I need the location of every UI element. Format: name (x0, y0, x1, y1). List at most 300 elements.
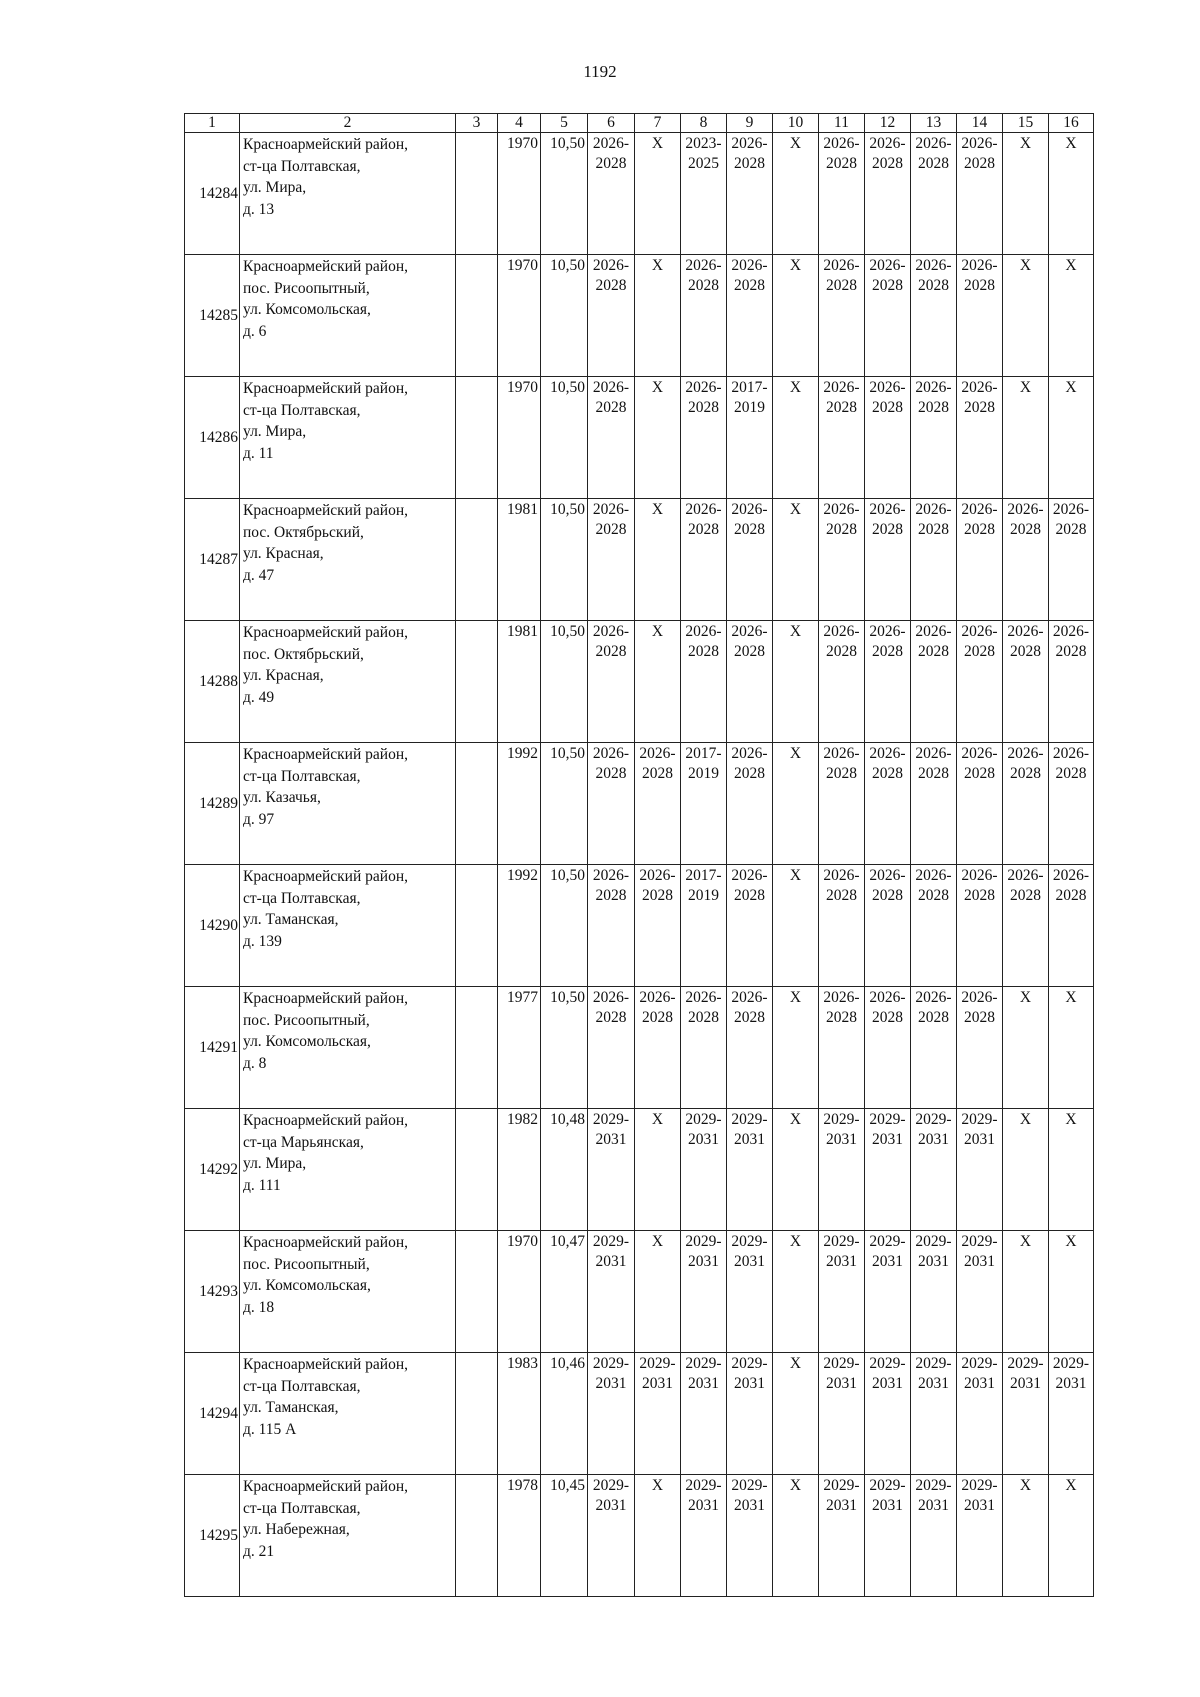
period-cell (911, 255, 957, 377)
period-line: 2029- (685, 1477, 722, 1494)
period-cell (865, 621, 911, 743)
address-line: пос. Октябрьский, (243, 645, 364, 663)
period-line: 2026- (823, 379, 860, 396)
year-cell: 1981 (498, 621, 541, 743)
address-cell (240, 743, 456, 865)
period-line: 2028 (826, 765, 857, 782)
address-line: ст-ца Полтавская, (243, 1499, 361, 1517)
period-line: 2026- (915, 379, 952, 396)
period-line: 2028 (1010, 765, 1041, 782)
table-row (185, 1231, 1094, 1353)
period-line: 2025 (688, 155, 719, 172)
period-line: Х (651, 1233, 664, 1250)
not-applicable-cell (1049, 377, 1094, 499)
period-line: 2026- (961, 623, 998, 640)
table-row (185, 743, 1094, 865)
period-line: 2026- (869, 867, 906, 884)
period-line: 2031 (688, 1375, 719, 1392)
address-line: д. 97 (243, 810, 275, 828)
record-number-cell: 14285 (185, 255, 240, 377)
column-3-cell (456, 377, 498, 499)
period-line: 2029- (685, 1111, 722, 1128)
address-line: ст-ца Полтавская, (243, 157, 361, 175)
address-line: ул. Набережная, (243, 1521, 350, 1538)
period-line: Х (1019, 989, 1032, 1006)
period-line: 2029- (915, 1477, 952, 1494)
period-line: 2028 (918, 521, 949, 538)
period-line: 2028 (734, 887, 765, 904)
table-row (185, 377, 1094, 499)
period-line: Х (789, 745, 802, 762)
table-row (185, 987, 1094, 1109)
address-cell (240, 1353, 456, 1475)
period-cell (819, 1475, 865, 1597)
period-line: 2028 (872, 277, 903, 294)
address-line: ул. Таманская, (243, 1399, 339, 1416)
record-number-cell: 14288 (185, 621, 240, 743)
period-line: 2028 (595, 643, 627, 660)
not-applicable-cell (773, 1475, 819, 1597)
period-line: 2028 (918, 643, 949, 660)
value-cell: 10,47 (541, 1231, 588, 1353)
address-line: д. 13 (243, 200, 275, 218)
period-cell (727, 621, 773, 743)
period-line: 2029- (823, 1355, 860, 1372)
period-line: 2028 (688, 1009, 719, 1026)
period-line: 2026- (1007, 501, 1044, 518)
period-cell (588, 499, 635, 621)
period-line: 2031 (964, 1131, 995, 1148)
period-line: 2026- (731, 135, 768, 152)
period-line: 2031 (595, 1253, 627, 1270)
period-line: 2031 (688, 1131, 719, 1148)
column-number-cell: 12 (865, 114, 911, 133)
period-cell (681, 1109, 727, 1231)
year-cell: 1970 (498, 255, 541, 377)
period-cell (588, 1109, 635, 1231)
period-line: 2031 (734, 1375, 765, 1392)
period-line: 2026- (639, 745, 676, 762)
period-cell (727, 255, 773, 377)
address-line: пос. Рисоопытный, (243, 279, 370, 297)
period-cell (819, 987, 865, 1109)
period-line: 2031 (872, 1253, 903, 1270)
year-cell: 1992 (498, 865, 541, 987)
value-cell: 10,50 (541, 133, 588, 255)
period-cell (865, 987, 911, 1109)
address-line: ул. Таманская, (243, 911, 339, 928)
period-line: Х (789, 989, 802, 1006)
period-cell (635, 987, 681, 1109)
period-line: 2031 (595, 1375, 627, 1392)
period-line: 2028 (826, 399, 857, 416)
period-cell (957, 377, 1003, 499)
address-line: ул. Мира, (243, 1155, 307, 1172)
address-line: д. 11 (243, 444, 274, 462)
period-line: Х (789, 1233, 802, 1250)
address-line: пос. Рисоопытный, (243, 1011, 370, 1029)
period-line: 2026- (961, 867, 998, 884)
period-line: 2029- (731, 1477, 768, 1494)
period-cell (1003, 743, 1049, 865)
period-line: 2029- (869, 1477, 906, 1494)
address-line: пос. Рисоопытный, (243, 1255, 370, 1273)
period-line: 2017- (731, 379, 768, 396)
period-cell (911, 377, 957, 499)
address-line: ст-ца Полтавская, (243, 889, 361, 907)
not-applicable-cell (773, 1231, 819, 1353)
column-number-cell: 4 (498, 114, 541, 133)
year-cell: 1981 (498, 499, 541, 621)
period-cell (1003, 499, 1049, 621)
record-number-cell: 14286 (185, 377, 240, 499)
period-line: 2028 (964, 643, 995, 660)
table-row (185, 255, 1094, 377)
period-line: Х (1065, 379, 1077, 396)
not-applicable-cell (1049, 1475, 1094, 1597)
period-line: 2026- (823, 135, 860, 152)
period-line: 2026- (731, 257, 768, 274)
period-line: 2028 (826, 521, 857, 538)
year-cell: 1983 (498, 1353, 541, 1475)
period-line: 2028 (688, 643, 719, 660)
not-applicable-cell (773, 743, 819, 865)
record-number-cell: 14291 (185, 987, 240, 1109)
period-line: Х (651, 623, 664, 640)
period-line: 2023- (685, 135, 722, 152)
period-line: 2028 (642, 887, 673, 904)
period-line: 2029- (731, 1233, 768, 1250)
period-line: Х (1019, 1477, 1032, 1494)
period-line: 2029- (592, 1477, 630, 1494)
period-line: 2026- (731, 501, 768, 518)
period-line: 2026- (592, 623, 630, 640)
period-cell (681, 987, 727, 1109)
period-line: Х (651, 135, 664, 152)
period-line: 2028 (1055, 887, 1087, 904)
period-line: Х (789, 135, 802, 152)
not-applicable-cell (1003, 133, 1049, 255)
period-line: 2026- (869, 501, 906, 518)
period-line: 2031 (595, 1131, 627, 1148)
address-cell (240, 621, 456, 743)
address-line: Красноармейский район, (243, 746, 408, 763)
address-line: Красноармейский район, (243, 1234, 408, 1251)
table-row (185, 621, 1094, 743)
housing-repair-schedule-table (184, 113, 1094, 1597)
period-line: 2028 (872, 521, 903, 538)
address-line: Красноармейский район, (243, 258, 408, 275)
period-line: 2028 (734, 277, 765, 294)
column-number-cell: 11 (819, 114, 865, 133)
not-applicable-cell (773, 1353, 819, 1475)
address-line: Красноармейский район, (243, 624, 408, 641)
record-number-cell: 14287 (185, 499, 240, 621)
period-line: 2029- (961, 1111, 998, 1128)
period-line: 2026- (915, 623, 952, 640)
period-line: 2026- (915, 989, 952, 1006)
period-line: 2029- (592, 1233, 630, 1250)
address-line: пос. Октябрьский, (243, 523, 364, 541)
period-line: Х (651, 1111, 664, 1128)
period-line: 2029- (731, 1355, 768, 1372)
not-applicable-cell (1049, 1231, 1094, 1353)
period-line: 2017- (685, 745, 722, 762)
column-number-cell: 9 (727, 114, 773, 133)
period-cell (727, 377, 773, 499)
period-cell (865, 377, 911, 499)
period-line: 2026- (915, 745, 952, 762)
period-line: Х (1019, 135, 1032, 152)
address-line: д. 47 (243, 566, 275, 584)
period-cell (1003, 1353, 1049, 1475)
address-cell (240, 499, 456, 621)
value-cell: 10,50 (541, 499, 588, 621)
column-3-cell (456, 865, 498, 987)
period-line: 2029- (823, 1111, 860, 1128)
address-cell (240, 987, 456, 1109)
period-line: 2026- (685, 257, 722, 274)
column-3-cell (456, 743, 498, 865)
address-line: Красноармейский район, (243, 502, 408, 519)
value-cell: 10,50 (541, 743, 588, 865)
period-cell (819, 1353, 865, 1475)
period-line: 2028 (918, 277, 949, 294)
period-line: 2026- (823, 989, 860, 1006)
period-line: 2028 (826, 887, 857, 904)
address-line: Красноармейский район, (243, 380, 408, 397)
period-line: 2028 (734, 765, 765, 782)
period-cell (865, 133, 911, 255)
period-cell (957, 1231, 1003, 1353)
period-cell (1049, 743, 1094, 865)
period-line: 2026- (823, 257, 860, 274)
period-line: 2029- (869, 1111, 906, 1128)
period-line: 2029- (915, 1111, 952, 1128)
period-cell (957, 865, 1003, 987)
address-cell (240, 1231, 456, 1353)
period-cell (865, 865, 911, 987)
address-line: д. 115 А (243, 1420, 297, 1438)
address-line: Красноармейский район, (243, 990, 408, 1007)
period-cell (1049, 1353, 1094, 1475)
period-line: 2031 (826, 1375, 857, 1392)
period-line: 2031 (918, 1253, 949, 1270)
period-line: 2026- (592, 135, 630, 152)
address-line: ст-ца Марьянская, (243, 1133, 364, 1151)
period-line: 2026- (915, 135, 952, 152)
not-applicable-cell (773, 377, 819, 499)
period-line: 2031 (964, 1375, 995, 1392)
period-line: Х (1065, 989, 1077, 1006)
address-line: ул. Комсомольская, (243, 301, 371, 318)
period-cell (681, 1475, 727, 1597)
period-line: 2019 (688, 765, 719, 782)
period-cell (681, 1231, 727, 1353)
address-line: д. 21 (243, 1542, 275, 1560)
period-cell (911, 987, 957, 1109)
period-line: 2028 (918, 1009, 949, 1026)
period-cell (819, 1109, 865, 1231)
period-cell (819, 865, 865, 987)
period-line: 2026- (823, 623, 860, 640)
record-number-cell: 14293 (185, 1231, 240, 1353)
period-line: 2028 (918, 155, 949, 172)
period-line: 2026- (961, 989, 998, 1006)
period-cell (957, 133, 1003, 255)
period-line: Х (1019, 1111, 1032, 1128)
address-line: д. 6 (243, 322, 267, 340)
period-line: 2028 (826, 1009, 857, 1026)
period-line: 2028 (688, 277, 719, 294)
year-cell: 1970 (498, 377, 541, 499)
not-applicable-cell (1003, 377, 1049, 499)
period-line: 2028 (595, 1009, 627, 1026)
period-line: 2029- (592, 1355, 630, 1372)
column-number-row (185, 114, 1094, 133)
value-cell: 10,50 (541, 865, 588, 987)
period-line: 2026- (731, 745, 768, 762)
not-applicable-cell (773, 499, 819, 621)
address-line: ул. Комсомольская, (243, 1277, 371, 1294)
period-cell (1003, 865, 1049, 987)
period-line: 2026- (1052, 745, 1090, 762)
column-number-cell: 7 (635, 114, 681, 133)
period-line: 2028 (872, 1009, 903, 1026)
column-number-cell: 16 (1049, 114, 1094, 133)
address-line: Красноармейский район, (243, 136, 408, 153)
period-cell (911, 1231, 957, 1353)
not-applicable-cell (635, 255, 681, 377)
period-line: 2026- (915, 867, 952, 884)
period-cell (588, 377, 635, 499)
period-line: 2028 (595, 521, 627, 538)
period-cell (957, 987, 1003, 1109)
period-line: 2028 (826, 155, 857, 172)
address-cell (240, 255, 456, 377)
address-line: ст-ца Полтавская, (243, 767, 361, 785)
period-line: 2031 (918, 1497, 949, 1514)
column-3-cell (456, 1353, 498, 1475)
period-line: 2028 (734, 155, 765, 172)
period-line: 2031 (872, 1375, 903, 1392)
period-cell (819, 377, 865, 499)
period-cell (727, 865, 773, 987)
address-line: ул. Красная, (243, 667, 324, 684)
period-line: 2026- (869, 623, 906, 640)
period-cell (727, 987, 773, 1109)
period-line: Х (1019, 1233, 1032, 1250)
period-line: 2028 (688, 521, 719, 538)
period-cell (957, 743, 1003, 865)
year-cell: 1982 (498, 1109, 541, 1231)
period-line: 2026- (639, 989, 676, 1006)
record-number-cell: 14284 (185, 133, 240, 255)
period-cell (957, 499, 1003, 621)
period-line: 2029- (915, 1355, 952, 1372)
period-line: 2017- (685, 867, 722, 884)
period-line: Х (1065, 1477, 1077, 1494)
period-line: 2031 (826, 1131, 857, 1148)
address-line: Красноармейский район, (243, 1112, 408, 1129)
period-line: 2031 (688, 1497, 719, 1514)
period-line: 2031 (1055, 1375, 1087, 1392)
period-line: 2029- (592, 1111, 630, 1128)
period-cell (911, 1475, 957, 1597)
period-line: 2026- (823, 745, 860, 762)
period-line: 2026- (961, 745, 998, 762)
period-line: Х (789, 379, 802, 396)
not-applicable-cell (635, 621, 681, 743)
period-line: 2028 (1010, 643, 1041, 660)
column-3-cell (456, 987, 498, 1109)
period-line: 2031 (918, 1131, 949, 1148)
period-cell (957, 1475, 1003, 1597)
period-line: Х (789, 1111, 802, 1128)
period-line: 2026- (961, 135, 998, 152)
address-line: д. 139 (243, 932, 282, 950)
period-cell (911, 865, 957, 987)
period-line: 2031 (688, 1253, 719, 1270)
period-line: 2028 (826, 277, 857, 294)
period-line: 2029- (869, 1355, 906, 1372)
value-cell: 10,50 (541, 621, 588, 743)
period-line: 2029- (823, 1477, 860, 1494)
record-number-cell: 14290 (185, 865, 240, 987)
period-line: 2026- (1052, 623, 1090, 640)
record-number-cell: 14294 (185, 1353, 240, 1475)
period-line: 2026- (592, 745, 630, 762)
period-cell (911, 1109, 957, 1231)
period-line: 2031 (964, 1497, 995, 1514)
period-cell (819, 1231, 865, 1353)
period-line: 2026- (1052, 501, 1090, 518)
address-line: ул. Комсомольская, (243, 1033, 371, 1050)
period-line: 2026- (869, 989, 906, 1006)
column-number-cell: 10 (773, 114, 819, 133)
column-3-cell (456, 1475, 498, 1597)
period-line: 2026- (869, 745, 906, 762)
page-number: 1192 (583, 62, 617, 81)
period-line: 2028 (918, 765, 949, 782)
period-line: 2028 (595, 155, 627, 172)
not-applicable-cell (635, 133, 681, 255)
period-line: 2026- (1052, 867, 1090, 884)
address-line: д. 18 (243, 1298, 275, 1316)
period-line: 2028 (872, 643, 903, 660)
period-cell (911, 133, 957, 255)
column-number-cell: 5 (541, 114, 588, 133)
column-3-cell (456, 499, 498, 621)
period-line: Х (789, 501, 802, 518)
period-line: 2031 (734, 1253, 765, 1270)
not-applicable-cell (635, 1231, 681, 1353)
period-line: 2028 (1055, 521, 1087, 538)
period-line: 2026- (731, 867, 768, 884)
period-cell (1049, 499, 1094, 621)
period-line: 2031 (872, 1497, 903, 1514)
period-line: 2028 (1010, 521, 1041, 538)
record-number-cell: 14292 (185, 1109, 240, 1231)
period-line: 2028 (964, 155, 995, 172)
period-cell (819, 133, 865, 255)
period-line: 2031 (734, 1131, 765, 1148)
period-line: 2028 (595, 887, 627, 904)
not-applicable-cell (773, 987, 819, 1109)
period-line: 2026- (685, 623, 722, 640)
column-number-cell: 14 (957, 114, 1003, 133)
period-cell (911, 743, 957, 865)
